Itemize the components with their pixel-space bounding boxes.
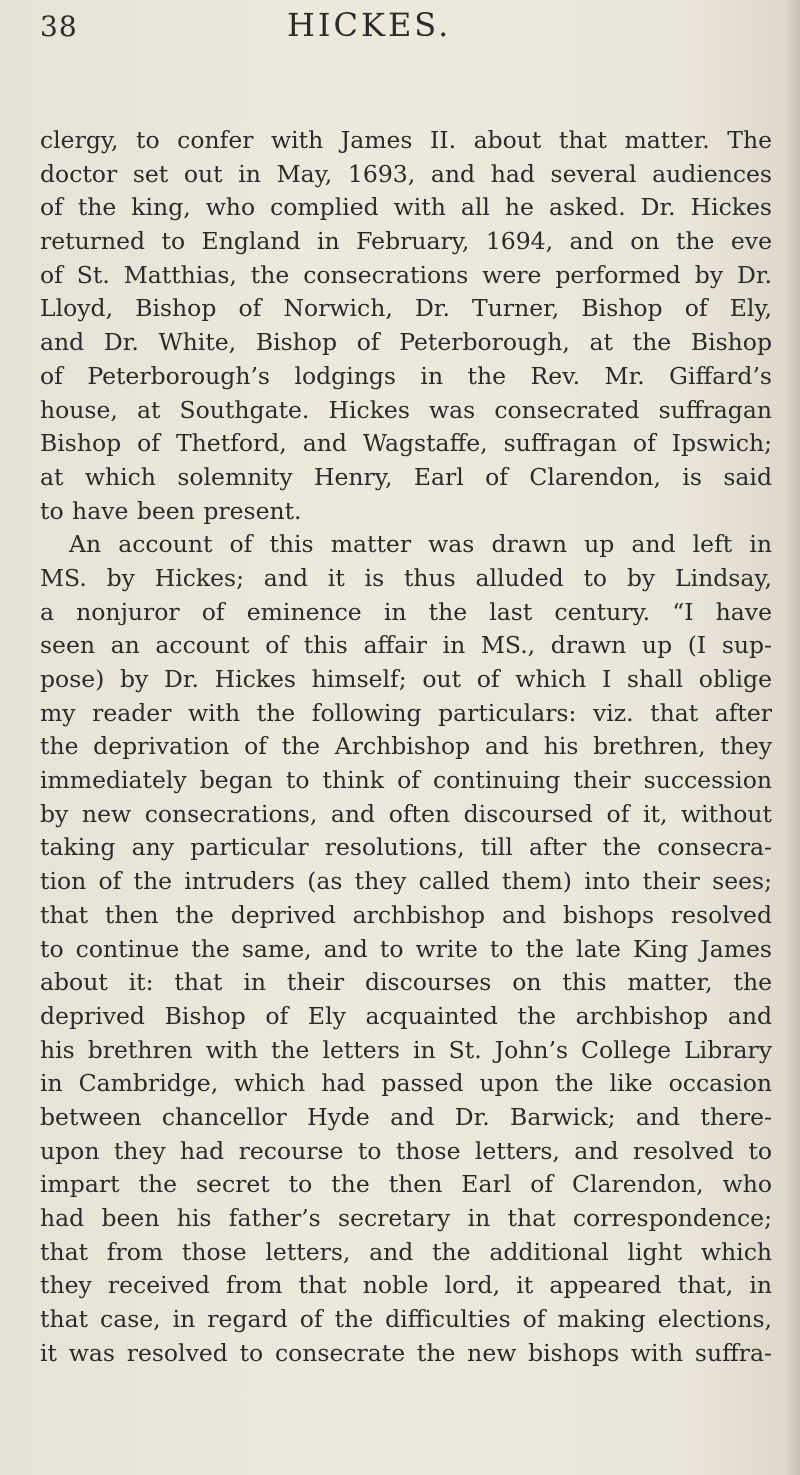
text-line: that from those letters, and the additional light which [40,1237,772,1266]
text-line: MS. by Hickes; and it is thus alluded to by Lindsay, [40,563,772,592]
text-line: pose) by Dr. Hickes himself; out of which I shall oblige [40,665,772,693]
text-line: by new consecrations, and often discoursed of it, without [40,799,772,828]
paragraph-2 [40,528,772,1370]
body-text [40,124,772,1370]
text-line: they received from that noble lord, it appeared that, in [40,1271,772,1300]
text-line: Bishop of Thetford, and Wagstaffe, suffragan of Ipswich; [40,429,772,458]
text-line: a nonjuror of eminence in the last century. “I have [40,597,772,626]
text-line: the deprivation of the Archbishop and his brethren, they [40,732,772,761]
text-line: upon they had recourse to those letters, and resolved to [40,1136,772,1165]
text-line: that then the deprived archbishop and bishops resolved [40,900,772,929]
text-line: had been his father’s secretary in that correspondence; [40,1204,772,1232]
page-edge-shadow [786,0,800,1475]
text-line: and Dr. White, Bishop of Peterborough, at the Bishop [40,328,772,357]
text-line: immediately began to think of continuing their succession [40,766,772,795]
text-line: An account of this matter was drawn up and left in [69,530,772,559]
text-line: his brethren with the letters in St. John’s College Library [40,1035,772,1064]
text-line: that case, in regard of the difficulties of making elections, [40,1305,772,1334]
text-line: house, at Southgate. Hickes was consecrated suffragan [40,395,772,424]
text-line: my reader with the following particulars: viz. that after [40,698,772,727]
text-line: it was resolved to consecrate the new bishops with suffra- [40,1338,772,1367]
text-line: at which solemnity Henry, Earl of Clarendon, is said [40,462,772,491]
text-line: doctor set out in May, 1693, and had several audiences [40,159,772,188]
text-line: impart the secret to the then Earl of Clarendon, who [40,1170,772,1199]
text-line: tion of the intruders (as they called them) into their sees; [40,867,772,896]
text-line: deprived Bishop of Ely acquainted the archbishop and [40,1001,772,1030]
text-line: returned to England in February, 1694, and on the eve [40,227,772,256]
paragraph-1 [40,124,772,528]
text-line: of Peterborough’s lodgings in the Rev. Mr. Giffard’s [40,361,772,390]
text-line: about it: that in their discourses on this matter, the [40,968,772,997]
text-line: Lloyd, Bishop of Norwich, Dr. Turner, Bishop of Ely, [40,294,772,323]
text-line: clergy, to confer with James II. about that matter. The [40,126,772,154]
text-line: between chancellor Hyde and Dr. Barwick; and there- [40,1102,772,1131]
text-line: in Cambridge, which had passed upon the like occasion [40,1069,772,1098]
text-line: of the king, who complied with all he asked. Dr. Hickes [40,193,772,222]
text-line: of St. Matthias, the consecrations were performed by Dr. [40,260,772,289]
text-line: taking any particular resolutions, till after the consecra- [40,833,772,862]
running-head [40,6,760,46]
text-line: seen an account of this affair in MS., drawn up (I sup- [40,631,772,660]
text-line: to have been present. [40,496,302,525]
running-title: HICKES. [287,6,452,44]
page-number: 38 [40,10,78,43]
text-line: to continue the same, and to write to the late King James [40,934,772,963]
